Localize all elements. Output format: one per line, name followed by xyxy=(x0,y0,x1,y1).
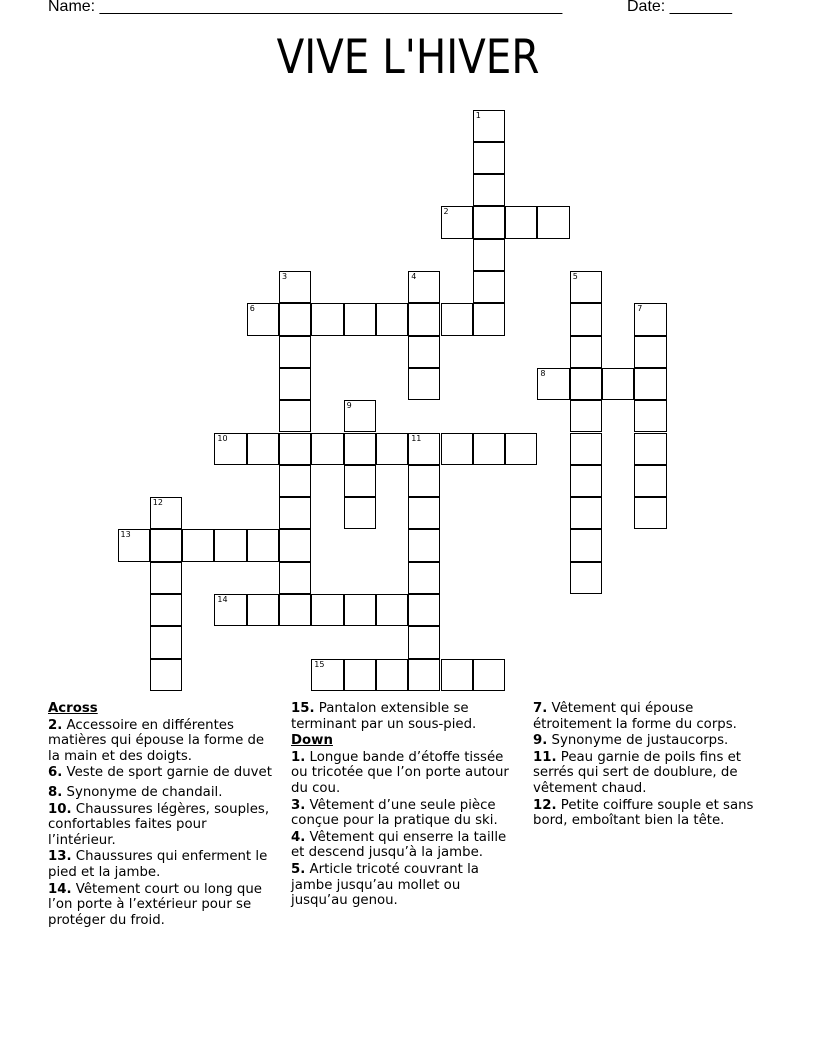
grid-cell[interactable] xyxy=(473,659,505,691)
grid-cell[interactable] xyxy=(473,110,505,142)
clue-down-11: 11. Peau garnie de poils fins et serrés qui sert de doublure, de vêtement chaud. xyxy=(533,749,741,796)
grid-cell[interactable] xyxy=(214,594,246,626)
clue-number: 11 xyxy=(411,433,422,443)
clue-across-13: 13. Chaussures qui enferment le pied et la jambe. xyxy=(48,849,268,880)
grid-cell[interactable] xyxy=(473,174,505,206)
grid-cell[interactable] xyxy=(473,142,505,174)
grid-cell[interactable] xyxy=(570,465,602,497)
grid-cell[interactable] xyxy=(279,303,311,335)
grid-cell[interactable] xyxy=(214,433,246,465)
grid-cell[interactable] xyxy=(279,271,311,303)
grid-cell[interactable] xyxy=(279,562,311,594)
clue-number: 5 xyxy=(572,272,578,281)
date-field-label: Date: _______ xyxy=(627,0,732,15)
grid-cell[interactable] xyxy=(279,497,311,529)
grid-cell[interactable] xyxy=(118,529,150,561)
clue-down-1: 1. Longue bande d’étoffe tissée ou tricotée que l’on porte autour du cou. xyxy=(291,749,509,796)
grid-cell[interactable] xyxy=(408,303,440,335)
grid-cell[interactable] xyxy=(408,497,440,529)
grid-cell[interactable] xyxy=(376,303,408,335)
grid-cell[interactable] xyxy=(311,594,343,626)
grid-cell[interactable] xyxy=(408,626,440,658)
grid-cell[interactable] xyxy=(344,594,376,626)
grid-cell[interactable] xyxy=(602,368,634,400)
clue-number: 8 xyxy=(540,368,546,378)
grid-cell[interactable] xyxy=(570,562,602,594)
grid-cell[interactable] xyxy=(505,206,537,238)
grid-cell[interactable] xyxy=(311,433,343,465)
grid-cell[interactable] xyxy=(570,400,602,432)
grid-cell[interactable] xyxy=(570,368,602,400)
clue-across-2: 2. Accessoire en différentes matières qui épouse la forme de la main et des doigts. xyxy=(48,717,265,764)
grid-cell[interactable] xyxy=(247,303,279,335)
grid-cell[interactable] xyxy=(279,400,311,432)
grid-cell[interactable] xyxy=(279,594,311,626)
grid-cell[interactable] xyxy=(344,659,376,691)
grid-cell[interactable] xyxy=(182,529,214,561)
grid-cell[interactable] xyxy=(344,303,376,335)
grid-cell[interactable] xyxy=(150,626,182,658)
clue-number: 12 xyxy=(152,498,163,508)
grid-cell[interactable] xyxy=(279,368,311,400)
clues-column-1 xyxy=(48,701,273,929)
grid-cell[interactable] xyxy=(311,659,343,691)
grid-cell[interactable] xyxy=(570,271,602,303)
grid-cell[interactable] xyxy=(150,497,182,529)
clue-number: 3 xyxy=(282,272,288,281)
grid-cell[interactable] xyxy=(344,497,376,529)
grid-cell[interactable] xyxy=(570,529,602,561)
grid-cell[interactable] xyxy=(279,529,311,561)
grid-cell[interactable] xyxy=(408,529,440,561)
grid-cell[interactable] xyxy=(279,433,311,465)
clue-number: 9 xyxy=(346,401,352,411)
grid-cell[interactable] xyxy=(441,659,473,691)
grid-cell[interactable] xyxy=(311,303,343,335)
grid-cell[interactable] xyxy=(408,271,440,303)
clue-number: 2 xyxy=(443,207,449,217)
grid-cell[interactable] xyxy=(408,594,440,626)
grid-cell[interactable] xyxy=(473,206,505,238)
grid-cell[interactable] xyxy=(214,529,246,561)
clue-down-9: 9. Synonyme de justaucorps. xyxy=(533,733,729,749)
grid-cell[interactable] xyxy=(408,336,440,368)
grid-cell[interactable] xyxy=(247,433,279,465)
grid-cell[interactable] xyxy=(473,433,505,465)
grid-cell[interactable] xyxy=(537,206,569,238)
clue-number: 1 xyxy=(475,110,481,120)
grid-cell[interactable] xyxy=(570,497,602,529)
clue-number: 10 xyxy=(217,433,228,443)
clue-down-3: 3. Vêtement d’une seule pièce conçue pour la pratique du ski. xyxy=(291,797,498,829)
grid-cell[interactable] xyxy=(376,433,408,465)
grid-cell[interactable] xyxy=(441,206,473,238)
clue-number: 4 xyxy=(411,272,417,281)
grid-cell[interactable] xyxy=(279,465,311,497)
grid-cell[interactable] xyxy=(150,659,182,691)
clues-column-2 xyxy=(291,701,516,910)
grid-cell[interactable] xyxy=(570,433,602,465)
grid-cell[interactable] xyxy=(376,594,408,626)
down-heading: Down xyxy=(291,733,333,749)
grid-cell[interactable] xyxy=(247,594,279,626)
grid-cell[interactable] xyxy=(537,368,569,400)
grid-cell[interactable] xyxy=(150,562,182,594)
grid-cell[interactable] xyxy=(247,529,279,561)
grid-cell[interactable] xyxy=(634,400,666,432)
grid-cell[interactable] xyxy=(376,659,408,691)
grid-cell[interactable] xyxy=(150,594,182,626)
name-field-label: Name: ____________________________________________________ xyxy=(48,0,563,15)
grid-cell[interactable] xyxy=(634,368,666,400)
grid-cell[interactable] xyxy=(505,433,537,465)
grid-cell[interactable] xyxy=(634,497,666,529)
grid-cell[interactable] xyxy=(279,336,311,368)
puzzle-title: VIVE L'HIVER xyxy=(276,30,540,85)
clue-down-5: 5. Article tricoté couvrant la jambe jusqu’au mollet ou jusqu’au genou. xyxy=(291,861,479,909)
grid-cell[interactable] xyxy=(441,303,473,335)
grid-cell[interactable] xyxy=(408,562,440,594)
grid-cell[interactable] xyxy=(441,433,473,465)
across-heading: Across xyxy=(48,701,98,716)
grid-cell[interactable] xyxy=(570,303,602,335)
clue-number: 6 xyxy=(249,304,255,314)
clue-across-8: 8. Synonyme de chandail. xyxy=(48,784,223,800)
clue-across-10: 10. Chaussures légères, souples, confortables faites pour l’intérieur. xyxy=(48,801,270,848)
grid-cell[interactable] xyxy=(634,465,666,497)
grid-cell[interactable] xyxy=(408,465,440,497)
grid-cell[interactable] xyxy=(408,368,440,400)
grid-cell[interactable] xyxy=(634,433,666,465)
grid-cell[interactable] xyxy=(634,336,666,368)
grid-cell[interactable] xyxy=(408,659,440,691)
grid-cell[interactable] xyxy=(408,433,440,465)
grid-cell[interactable] xyxy=(344,465,376,497)
clue-across-15: 15. Pantalon extensible se terminant par un sous-pied. xyxy=(291,701,477,732)
grid-cell[interactable] xyxy=(473,271,505,303)
grid-cell[interactable] xyxy=(473,239,505,271)
clue-across-14: 14. Vêtement court ou long que l’on porte à l’extérieur pour se protéger du froid. xyxy=(48,881,262,928)
clue-down-12: 12. Petite coiffure souple et sans bord, emboîtant bien la tête. xyxy=(533,797,754,829)
grid-cell[interactable] xyxy=(634,303,666,335)
clue-down-7: 7. Vêtement qui épouse étroitement la forme du corps. xyxy=(533,701,737,732)
clue-down-4: 4. Vêtement qui enserre la taille et descend jusqu’à la jambe. xyxy=(291,829,507,861)
grid-cell[interactable] xyxy=(473,303,505,335)
grid-cell[interactable] xyxy=(150,529,182,561)
clue-number: 14 xyxy=(217,595,228,604)
grid-cell[interactable] xyxy=(570,336,602,368)
grid-cell[interactable] xyxy=(344,400,376,432)
clue-number: 7 xyxy=(637,304,643,314)
clue-across-6: 6. Veste de sport garnie de duvet xyxy=(48,765,272,781)
grid-cell[interactable] xyxy=(344,433,376,465)
clue-number: 13 xyxy=(120,530,131,540)
clues-column-3 xyxy=(533,701,768,830)
clue-number: 15 xyxy=(314,659,325,669)
